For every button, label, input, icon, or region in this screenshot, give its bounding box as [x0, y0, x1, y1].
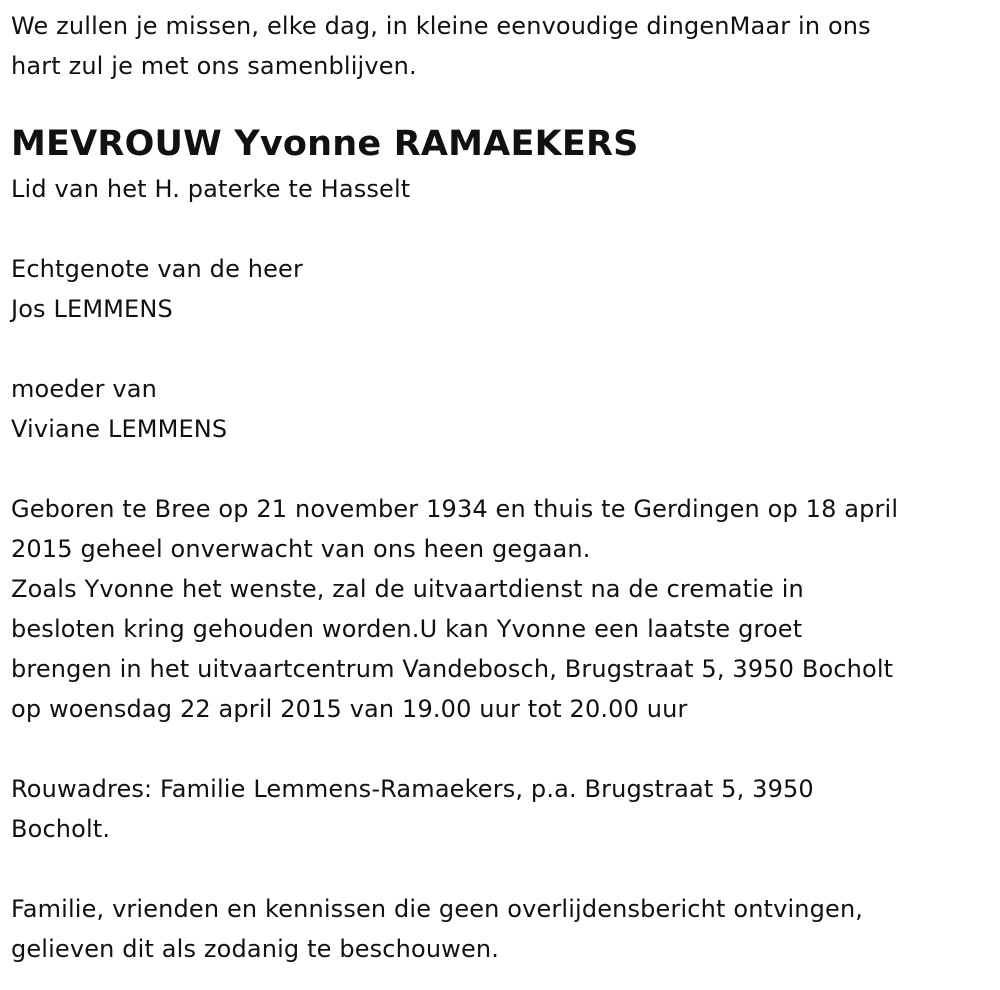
spouse-label: Echtgenote van de heer [11, 255, 303, 283]
child-name: Viviane LEMMENS [11, 415, 228, 443]
details-line: brengen in het uitvaartcentrum Vandebosch, Brugstraat 5, 3950 Bocholt [11, 655, 894, 683]
details-line: 2015 geheel onverwacht van ons heen gegaan. [11, 535, 591, 563]
intro-line-1: We zullen je missen, elke dag, in kleine eenvoudige dingenMaar in ons [11, 12, 871, 40]
details-line: besloten kring gehouden worden.U kan Yvonne een laatste groet [11, 615, 803, 643]
details-line: Geboren te Bree op 21 november 1934 en thuis te Gerdingen op 18 april [11, 495, 899, 523]
spouse-name: Jos LEMMENS [11, 295, 173, 323]
spacer [11, 329, 990, 369]
details-line: Zoals Yvonne het wenste, zal de uitvaartdienst na de crematie in [11, 575, 804, 603]
deceased-name: MEVROUW Yvonne RAMAEKERS [11, 124, 639, 164]
details-line: op woensdag 22 april 2015 van 19.00 uur tot 20.00 uur [11, 695, 688, 723]
intro-line-2: hart zul je met ons samenblijven. [11, 52, 417, 80]
address-line-2: Bocholt. [11, 815, 111, 843]
child-label: moeder van [11, 375, 157, 403]
membership-line: Lid van het H. paterke te Hasselt [11, 175, 411, 203]
address-line-1: Rouwadres: Familie Lemmens-Ramaekers, p.a. Brugstraat 5, 3950 [11, 775, 814, 803]
spacer [11, 729, 990, 769]
spacer [11, 209, 990, 249]
spacer [11, 849, 990, 889]
spacer [11, 449, 990, 489]
closing-line-1: Familie, vrienden en kennissen die geen overlijdensbericht ontvingen, [11, 895, 864, 923]
closing-line-2: gelieven dit als zodanig te beschouwen. [11, 935, 500, 963]
